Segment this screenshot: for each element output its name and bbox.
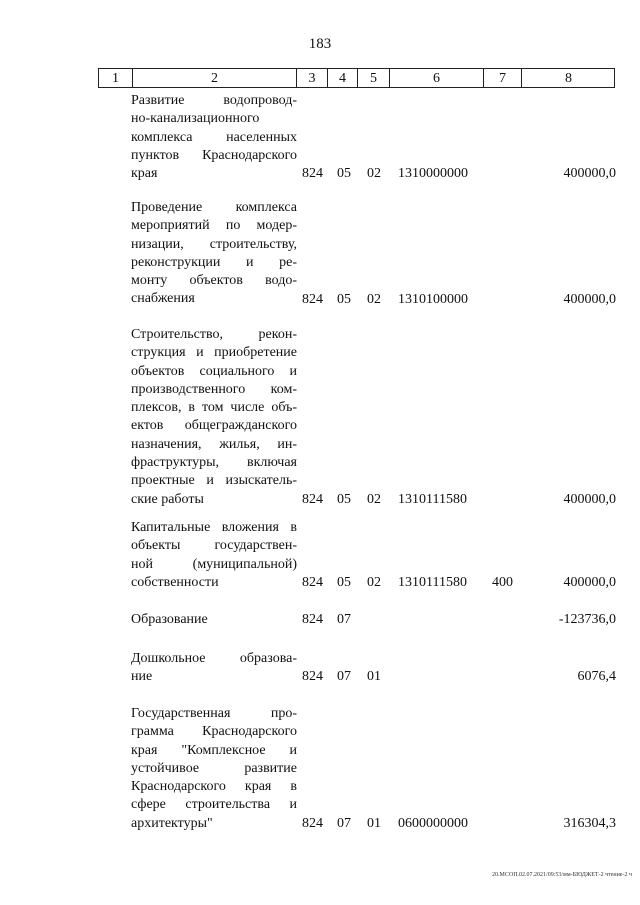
row-cell-c8: 400000,0 [563, 166, 616, 182]
description-line: фраструктуры, включая [131, 455, 297, 471]
row-cell-c6: 1310111580 [398, 491, 467, 507]
row-description [131, 650, 297, 687]
description-line: плексов, в том числе объ- [131, 400, 297, 416]
row-cell-c4: 07 [337, 669, 351, 685]
row-cell-c8: 400000,0 [563, 291, 616, 307]
row-cell-c8: -123736,0 [558, 612, 616, 627]
row-cell-c6: 1310111580 [398, 574, 467, 590]
description-line: Государственная про- [131, 706, 297, 721]
description-line: Дошкольное образова- [131, 651, 297, 666]
description-line: устойчивое развитие [131, 760, 297, 776]
description-line: проектные и изыскатель- [131, 473, 297, 489]
description-line: грамма Краснодарского [131, 724, 297, 740]
description-line: мероприятий по модер- [131, 218, 297, 234]
page-number: 183 [308, 36, 332, 52]
description-line: струкция и приобретение [131, 345, 297, 361]
document-footer-code: 20.МСОП.02.07.2021/09:53/мм-БЮДЖЕТ-2 чтение-2 ч [492, 872, 632, 878]
header-col-3: 3 [297, 69, 328, 87]
description-line: Краснодарского края в [131, 779, 297, 795]
row-cell-c5: 02 [367, 491, 381, 507]
description-line: ские работы [131, 491, 204, 507]
header-col-8: 8 [565, 71, 572, 86]
row-cell-c8: 400000,0 [563, 491, 616, 507]
description-line: Развитие водопровод- [131, 93, 297, 108]
description-line: Образование [131, 612, 208, 627]
row-cell-c5: 02 [367, 291, 381, 307]
description-line: монту объектов водо- [131, 273, 297, 289]
description-line: края [131, 166, 158, 182]
description-line: ной (муниципальной) [131, 556, 297, 572]
description-line: края "Комплексное и [131, 742, 297, 758]
description-line: назначения, жилья, ин- [131, 436, 297, 452]
row-cell-c5: 02 [367, 574, 381, 590]
description-line: Капитальные вложения в [131, 520, 297, 535]
table-row [0, 326, 640, 509]
row-cell-c6: 1310000000 [398, 166, 468, 182]
row-cell-c3: 824 [302, 166, 323, 182]
row-cell-c3: 824 [302, 815, 323, 831]
description-line: ние [131, 669, 153, 685]
row-description [131, 519, 297, 592]
description-line: производственного ком- [131, 381, 297, 397]
description-line: Проведение комплекса [131, 200, 297, 215]
description-line: Строительство, рекон- [131, 327, 297, 342]
table-row [0, 705, 640, 833]
row-cell-c3: 824 [302, 491, 323, 507]
table-row [0, 199, 640, 309]
row-cell-c3: 824 [302, 669, 323, 685]
description-line: сфере строительства и [131, 797, 297, 813]
header-col-6: 6 [390, 69, 484, 87]
table-row [0, 519, 640, 592]
row-cell-c5: 02 [367, 166, 381, 182]
row-description [131, 326, 297, 509]
row-cell-c6: 1310100000 [398, 291, 468, 307]
row-cell-c4: 05 [337, 291, 351, 307]
row-cell-c4: 07 [337, 612, 351, 627]
row-cell-c4: 05 [337, 491, 351, 507]
table-row [0, 611, 640, 629]
description-line: комплекса населенных [131, 129, 297, 145]
description-line: но-канализационного [131, 111, 260, 127]
description-line: ектов общегражданского [131, 418, 297, 434]
description-line: пунктов Краснодарского [131, 147, 297, 163]
row-cell-c3: 824 [302, 612, 323, 627]
row-description [131, 611, 297, 629]
row-cell-c5: 01 [367, 669, 381, 685]
description-line: низации, строительству, [131, 236, 297, 252]
table-row [0, 92, 640, 184]
header-col-2: 2 [133, 69, 297, 87]
row-cell-c7: 400 [492, 574, 513, 590]
header-col-1: 1 [99, 69, 133, 87]
row-cell-c8: 400000,0 [563, 574, 616, 590]
description-line: снабжения [131, 291, 195, 307]
row-description [131, 92, 297, 183]
description-line: собственности [131, 574, 219, 590]
description-line: архитектуры" [131, 815, 213, 831]
row-cell-c5: 01 [367, 815, 381, 831]
description-line: реконструкции и ре- [131, 254, 297, 270]
header-col-7: 7 [484, 69, 522, 87]
header-col-5: 5 [358, 69, 390, 87]
description-line: объекты государствен- [131, 538, 297, 554]
table-row [0, 650, 640, 687]
table-header [98, 68, 615, 88]
row-description [131, 199, 297, 309]
row-cell-c4: 05 [337, 166, 351, 182]
description-line: объектов социального и [131, 363, 297, 379]
row-cell-c6: 0600000000 [398, 815, 468, 831]
row-cell-c4: 05 [337, 574, 351, 590]
row-cell-c3: 824 [302, 574, 323, 590]
row-cell-c8: 6076,4 [577, 669, 616, 685]
row-cell-c8: 316304,3 [563, 815, 616, 831]
row-description [131, 705, 297, 833]
row-cell-c4: 07 [337, 815, 351, 831]
row-cell-c3: 824 [302, 291, 323, 307]
header-col-4: 4 [328, 69, 358, 87]
